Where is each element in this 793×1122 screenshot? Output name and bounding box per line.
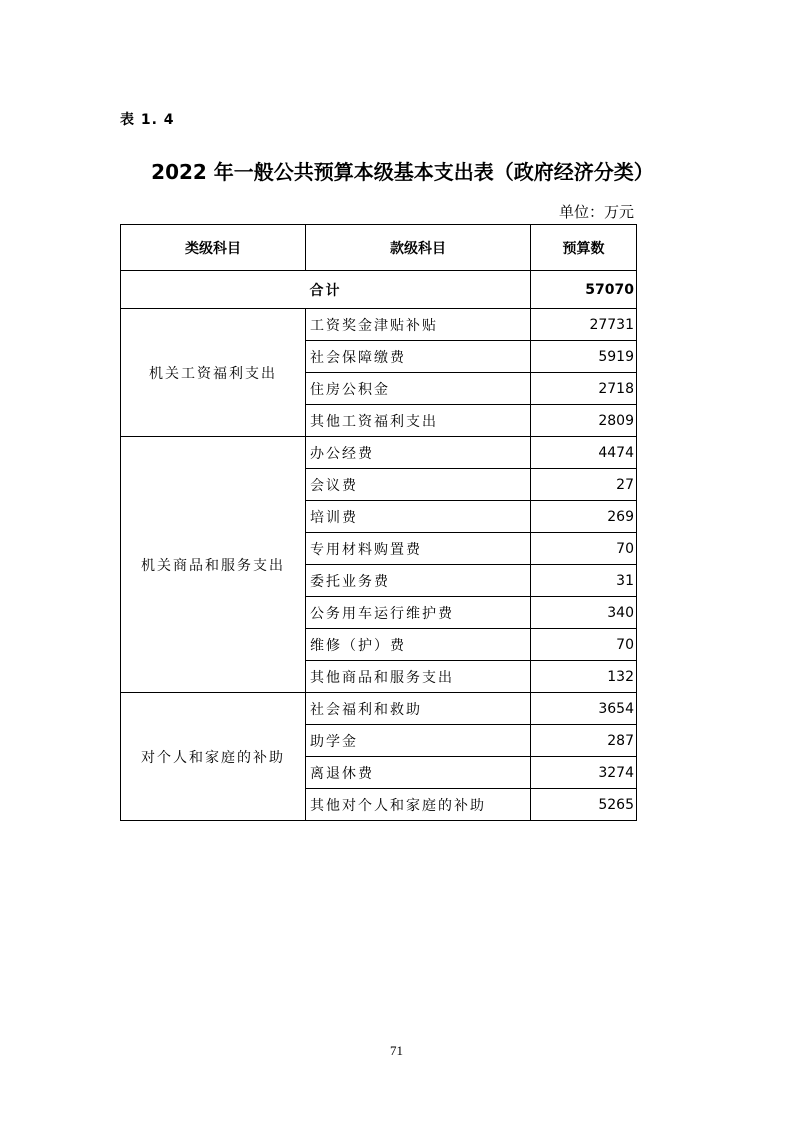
item-cell: 培训费 xyxy=(306,501,531,533)
item-cell: 住房公积金 xyxy=(306,373,531,405)
value-cell: 70 xyxy=(531,533,637,565)
value-cell: 340 xyxy=(531,597,637,629)
item-cell: 公务用车运行维护费 xyxy=(306,597,531,629)
value-cell: 4474 xyxy=(531,437,637,469)
header-category: 类级科目 xyxy=(121,225,306,271)
budget-table xyxy=(120,224,637,821)
item-cell: 其他工资福利支出 xyxy=(306,405,531,437)
value-cell: 269 xyxy=(531,501,637,533)
table-row xyxy=(121,309,637,341)
value-cell: 31 xyxy=(531,565,637,597)
value-cell: 2718 xyxy=(531,373,637,405)
item-cell: 工资奖金津贴补贴 xyxy=(306,309,531,341)
category-cell: 对个人和家庭的补助 xyxy=(121,693,306,821)
item-cell: 离退休费 xyxy=(306,757,531,789)
page-title: 2022 年一般公共预算本级基本支出表（政府经济分类） xyxy=(151,160,654,184)
table-row xyxy=(121,693,637,725)
header-row xyxy=(121,225,637,271)
table-label: 表 1. 4 xyxy=(120,112,175,128)
value-cell: 27 xyxy=(531,469,637,501)
category-cell: 机关商品和服务支出 xyxy=(121,437,306,693)
item-cell: 助学金 xyxy=(306,725,531,757)
value-cell: 5265 xyxy=(531,789,637,821)
value-cell: 287 xyxy=(531,725,637,757)
item-cell: 委托业务费 xyxy=(306,565,531,597)
item-cell: 其他对个人和家庭的补助 xyxy=(306,789,531,821)
value-cell: 70 xyxy=(531,629,637,661)
item-cell: 专用材料购置费 xyxy=(306,533,531,565)
item-cell: 办公经费 xyxy=(306,437,531,469)
header-item: 款级科目 xyxy=(306,225,531,271)
value-cell: 3274 xyxy=(531,757,637,789)
total-value: 57070 xyxy=(531,271,637,309)
value-cell: 5919 xyxy=(531,341,637,373)
item-cell: 社会福利和救助 xyxy=(306,693,531,725)
table-row xyxy=(121,437,637,469)
header-amount: 预算数 xyxy=(531,225,637,271)
value-cell: 132 xyxy=(531,661,637,693)
item-cell: 其他商品和服务支出 xyxy=(306,661,531,693)
total-row xyxy=(121,271,637,309)
value-cell: 2809 xyxy=(531,405,637,437)
category-cell: 机关工资福利支出 xyxy=(121,309,306,437)
unit-label: 单位：万元 xyxy=(558,203,634,221)
item-cell: 社会保障缴费 xyxy=(306,341,531,373)
value-cell: 3654 xyxy=(531,693,637,725)
item-cell: 会议费 xyxy=(306,469,531,501)
value-cell: 27731 xyxy=(531,309,637,341)
total-label: 合计 xyxy=(121,271,531,309)
page-number: 71 xyxy=(390,1043,403,1058)
table-body xyxy=(121,271,637,821)
item-cell: 维修（护）费 xyxy=(306,629,531,661)
